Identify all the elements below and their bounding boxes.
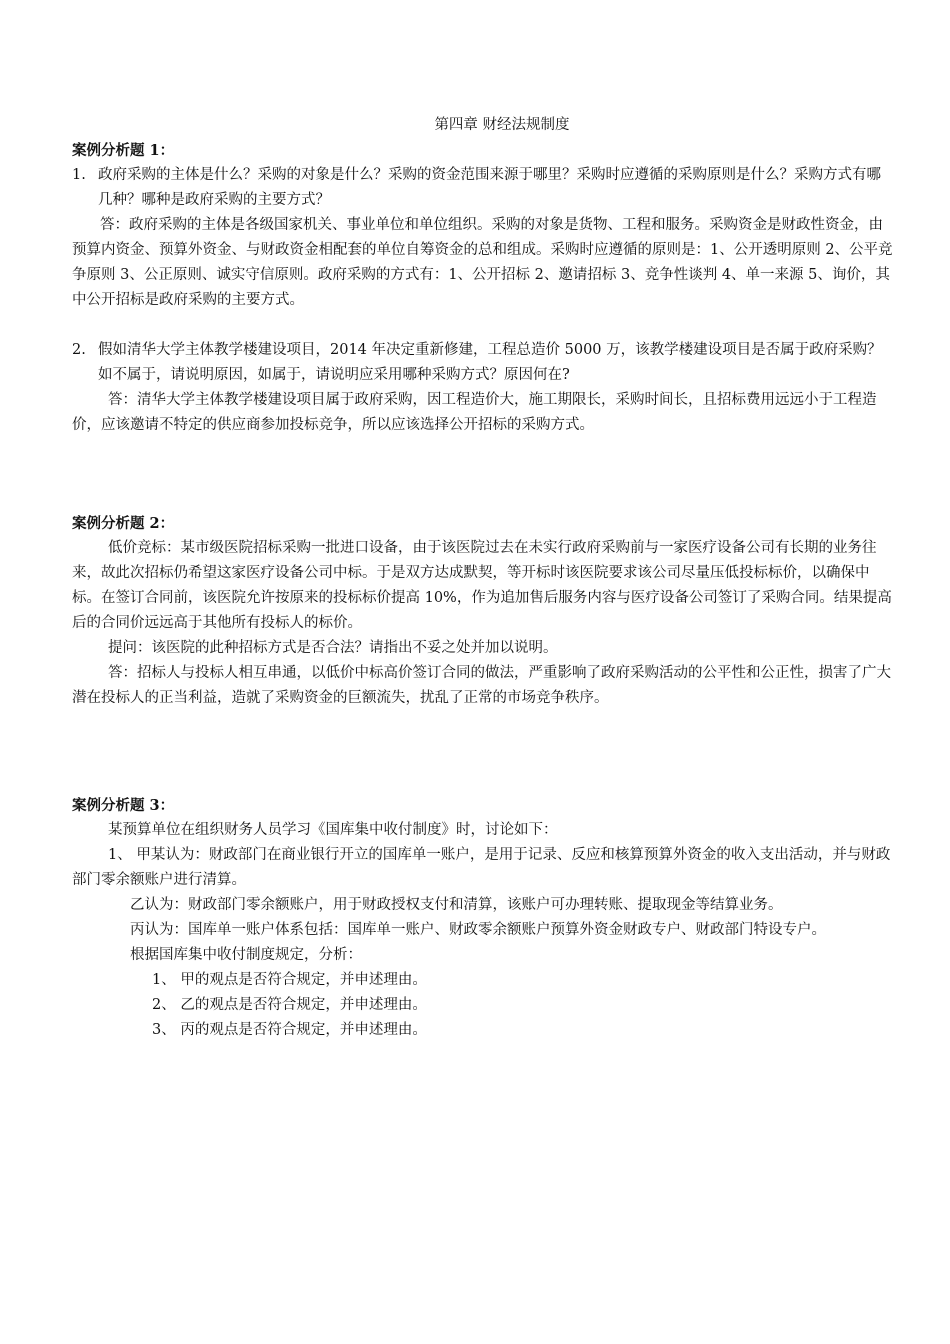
question-number: 1. (72, 167, 86, 183)
case-3-item: 1、 甲的观点是否符合规定，并申述理由。 (152, 972, 427, 988)
case-3-view-bing: 丙认为：国库单一账户体系包括：国库单一账户、财政零余额账户预算外资金财政专户、财政部门特设专户。 (130, 922, 826, 938)
spacer (72, 313, 894, 338)
case-3-heading: 案例分析题 3： (72, 797, 175, 814)
document-body (72, 113, 894, 1043)
case-3-intro: 某预算单位在组织财务人员学习《国库集中收付制度》时，讨论如下： (108, 822, 558, 838)
case-3-prompt: 根据国库集中收付制度规定，分析： (130, 947, 362, 963)
case-1-answer-2: 答：清华大学主体教学楼建设项目属于政府采购，因工程造价大，施工期限长，采购时间长，且招标费用远远小于工程造价，应该邀请不特定的供应商参加投标竞争，所以应该选择公开招标的采购方式。 (72, 392, 877, 433)
question-text: 假如清华大学主体教学楼建设项目，2014 年决定重新修建，工程总造价 5000 万，该教学楼建设项目是否属于政府采购？如不属于，请说明原因，如属于，请说明应采用哪种采购方式？原因何在? (98, 342, 882, 383)
case-2-answer: 答：招标人与投标人相互串通，以低价中标高价签订合同的做法，严重影响了政府采购活动的公平性和公正性，损害了广大潜在投标人的正当利益，造就了采购资金的巨额流失，扰乱了正常的市场竞争秩序。 (72, 665, 891, 706)
case-3-view-jia: 1、 甲某认为：财政部门在商业银行开立的国库单一账户，是用于记录、反应和核算预算外资金的收入支出活动，并与财政部门零余额账户进行清算。 (72, 847, 891, 888)
case-3-item: 2、 乙的观点是否符合规定，并申述理由。 (152, 997, 427, 1013)
case-3-item: 3、 丙的观点是否符合规定，并申述理由。 (152, 1022, 427, 1038)
case-1-answer-1: 答：政府采购的主体是各级国家机关、事业单位和单位组织。采购的对象是货物、工程和服务。采购资金是财政性资金，由预算内资金、预算外资金、与财政资金相配套的单位自筹资金的总和组成。采购时应遵循的原则是：1、公开透明原则 2、公平竞争原则 3、公正原则、诚实守信原则。政府采购的方式有：1、公开招标 2、邀请招标 3、竞争性谈判 4、单一来源 5、询价，其中公开招标是政府采购的主要方式。 (72, 217, 893, 308)
case-1-question-2 (72, 338, 894, 388)
case-1 (72, 138, 894, 438)
case-2-body: 低价竞标：某市级医院招标采购一批进口设备，由于该医院过去在未实行政府采购前与一家医疗设备公司有长期的业务往来，故此次招标仍希望这家医疗设备公司中标。于是双方达成默契，等开标时该医院要求该公司尽量压低投标标价，以确保中标。在签订合同前，该医院允许按原来的投标标价提高 10%，作为追加售后服务内容与医疗设备公司签订了采购合同。结果提高后的合同价远远高于其他所有投标人的标价。 (72, 540, 892, 631)
chapter-title: 第四章 财经法规制度 (434, 117, 570, 133)
case-2-question: 提问：该医院的此种招标方式是否合法？请指出不妥之处并加以说明。 (108, 640, 558, 656)
spacer (72, 438, 894, 511)
case-1-heading: 案例分析题 1： (72, 142, 175, 159)
case-1-question-1 (72, 163, 894, 213)
question-number: 2. (72, 342, 86, 358)
case-2-heading: 案例分析题 2： (72, 515, 175, 532)
spacer (72, 711, 894, 793)
case-2 (72, 511, 894, 711)
question-text: 政府采购的主体是什么？采购的对象是什么？采购的资金范围来源于哪里？采购时应遵循的采购原则是什么？采购方式有哪几种？哪种是政府采购的主要方式？ (98, 167, 881, 208)
case-3 (72, 793, 894, 1043)
case-3-view-yi: 乙认为：财政部门零余额账户，用于财政授权支付和清算，该账户可办理转账、提取现金等结算业务。 (130, 897, 783, 913)
